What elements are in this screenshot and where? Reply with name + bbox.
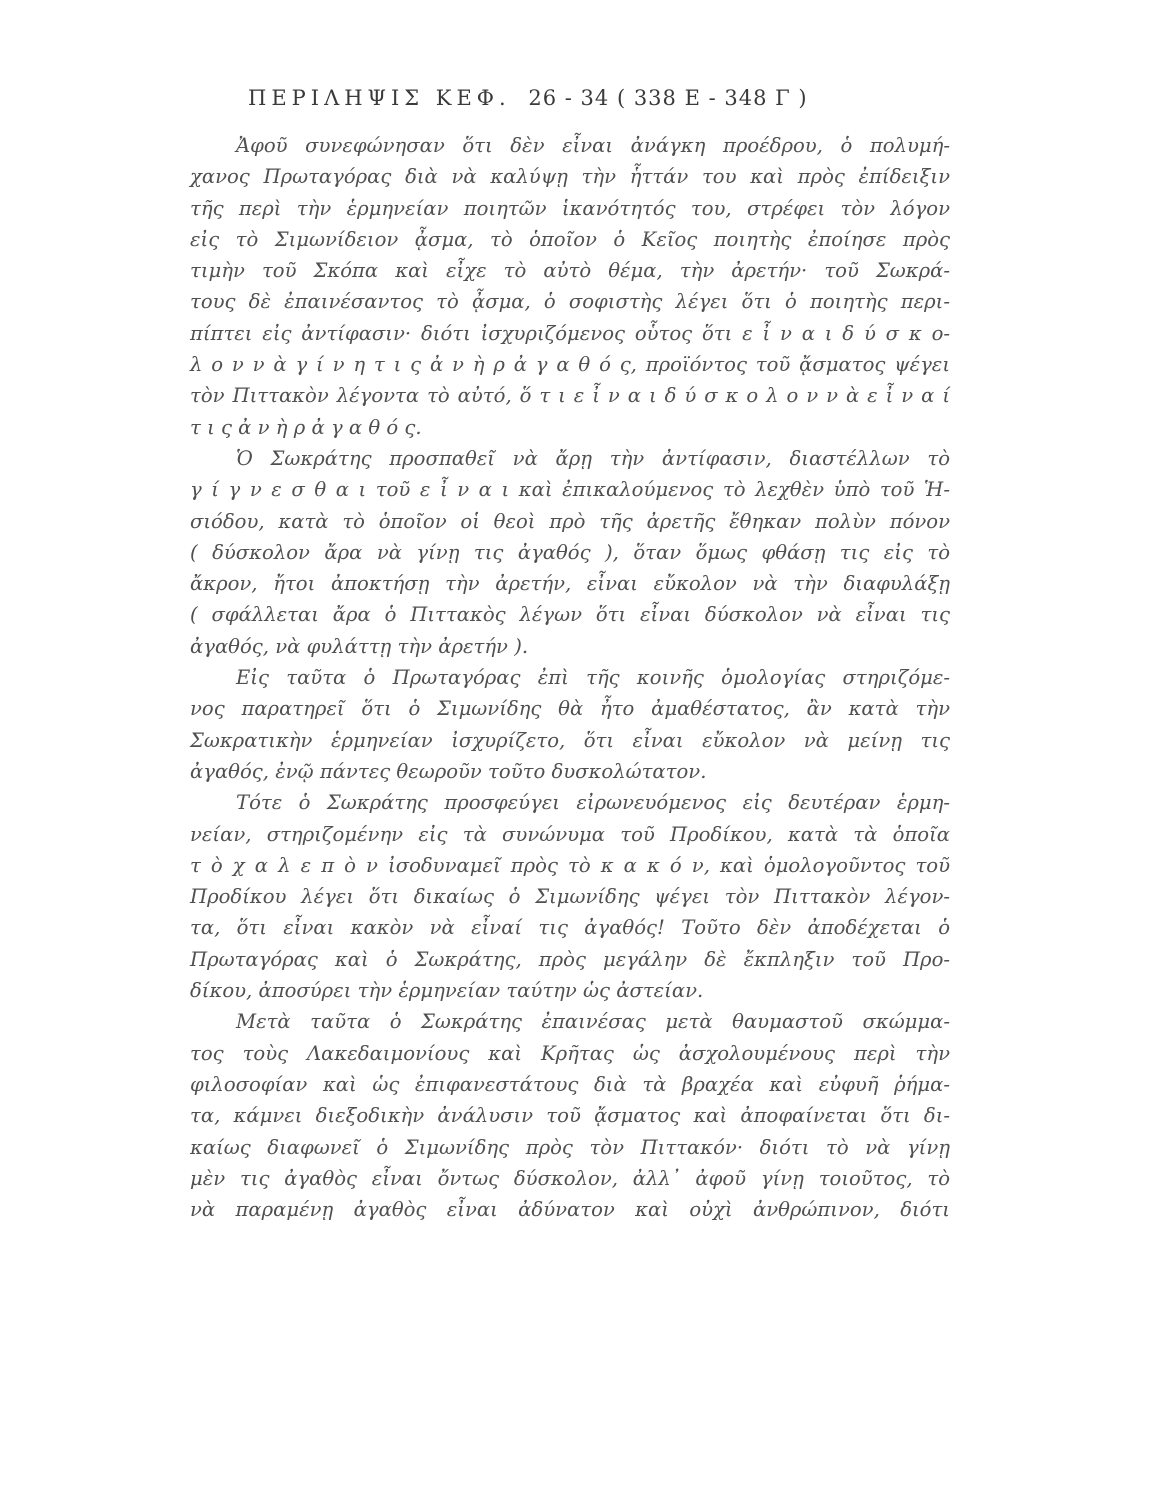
text-line: νείαν, στηριζομένην εἰς τὰ συνώνυμα τοῦ Προδίκου, κατὰ τὰ ὁποῖα	[190, 822, 950, 846]
summary-text	[190, 130, 950, 1225]
text-line: τα, ὅτι εἶναι κακὸν νὰ εἶναί τις ἀγαθός! Τοῦτο δὲν ἀποδέχεται ὁ	[190, 916, 950, 940]
text-line: τα, κάμνει διεξοδικὴν ἀνάλυσιν τοῦ ᾄσματος καὶ ἀποφαίνεται ὅτι δι-	[190, 1104, 950, 1128]
text-line: εἰς τὸ Σιμωνίδειον ᾆσμα, τὸ ὁποῖον ὁ Κεῖος ποιητὴς ἐποίησε πρὸς	[190, 227, 950, 251]
text-line: τῆς περὶ τὴν ἑρμηνείαν ποιητῶν ἱκανότητός του, στρέφει τὸν λόγον	[190, 196, 950, 220]
text-line: σιόδου, κατὰ τὸ ὁποῖον οἱ θεοὶ πρὸ τῆς ἀρετῆς ἔθηκαν πολὺν πόνον	[190, 509, 950, 533]
header-range: 26 - 34 ( 338 Ε - 348 Γ )	[528, 86, 808, 110]
text-line: τος τοὺς Λακεδαιμονίους καὶ Κρῆτας ὡς ἀσχολουμένους περὶ τὴν	[190, 1041, 950, 1065]
text-line: ἀγαθός, ἐνῷ πάντες θεωροῦν τοῦτο δυσκολώτατον.	[190, 759, 707, 783]
text-line: τὸν Πιττακὸν λέγοντα τὸ αὐτό, ὅ τ ι ε ἶ ν α ι δ ύ σ κ ο λ ο ν ν ὰ ε ἶ ν α ί	[190, 384, 950, 408]
text-line: φιλοσοφίαν καὶ ὡς ἐπιφανεστάτους διὰ τὰ βραχέα καὶ εὐφυῆ ῥήμα-	[190, 1072, 950, 1096]
text-line: τ ὸ χ α λ ε π ὸ ν ἰσοδυναμεῖ πρὸς τὸ κ α κ ό ν, καὶ ὁμολογοῦντος τοῦ	[190, 853, 950, 877]
text-line: ἄκρον, ἤτοι ἀποκτήσῃ τὴν ἀρετήν, εἶναι εὔκολον νὰ τὴν διαφυλάξῃ	[190, 572, 950, 596]
text-line: Σωκρατικὴν ἑρμηνείαν ἰσχυρίζετο, ὅτι εἶναι εὔκολον νὰ μείνῃ τις	[190, 728, 950, 752]
text-line: νὰ παραμένῃ ἀγαθὸς εἶναι ἀδύνατον καὶ οὐχὶ ἀνθρώπινον, διότι	[190, 1198, 950, 1222]
text-line: γ ί γ ν ε σ θ α ι τοῦ ε ἶ ν α ι καὶ ἐπικαλούμενος τὸ λεχθὲν ὑπὸ τοῦ Ἡ-	[190, 478, 950, 502]
text-line: Ἀφοῦ συνεφώνησαν ὅτι δὲν εἶναι ἀνάγκη προέδρου, ὁ πολυμή-	[236, 134, 950, 157]
text-line: δίκου, ἀποσύρει τὴν ἑρμηνείαν ταύτην ὡς ἀστείαν.	[190, 979, 704, 1003]
text-line: Εἰς ταῦτα ὁ Πρωταγόρας ἐπὶ τῆς κοινῆς ὁμολογίας στηριζόμε-	[236, 666, 950, 690]
text-line: τους δὲ ἐπαινέσαντος τὸ ᾆσμα, ὁ σοφιστὴς λέγει ὅτι ὁ ποιητὴς περι-	[190, 290, 950, 314]
text-line: Ὁ Σωκράτης προσπαθεῖ νὰ ἄρῃ τὴν ἀντίφασιν, διαστέλλων τὸ	[236, 446, 950, 470]
text-line: Μετὰ ταῦτα ὁ Σωκράτης ἐπαινέσας μετὰ θαυμαστοῦ σκώμμα-	[236, 1010, 950, 1034]
text-line: τ ι ς ἀ ν ὴ ρ ἀ γ α θ ό ς.	[190, 415, 422, 439]
text-line: τιμὴν τοῦ Σκόπα καὶ εἶχε τὸ αὐτὸ θέμα, τὴν ἀρετήν· τοῦ Σωκρά-	[190, 259, 950, 283]
text-line: Πρωταγόρας καὶ ὁ Σωκράτης, πρὸς μεγάλην δὲ ἔκπληξιν τοῦ Προ-	[190, 947, 950, 971]
text-line: ἀγαθός, νὰ φυλάττῃ τὴν ἀρετήν ).	[190, 634, 529, 658]
header-title: ΠΕΡΙΛΗΨΙΣ ΚΕΦ.	[248, 86, 511, 110]
text-line: μὲν τις ἀγαθὸς εἶναι ὄντως δύσκολον, ἀλλ᾽ ἀφοῦ γίνῃ τοιοῦτος, τὸ	[190, 1166, 950, 1190]
text-line: νος παρατηρεῖ ὅτι ὁ Σιμωνίδης θὰ ἦτο ἀμαθέστατος, ἂν κατὰ τὴν	[190, 697, 950, 721]
text-line: ( δύσκολον ἄρα νὰ γίνῃ τις ἀγαθός ), ὅταν ὅμως φθάσῃ τις εἰς τὸ	[190, 540, 950, 564]
text-line: καίως διαφωνεῖ ὁ Σιμωνίδης πρὸς τὸν Πιττακόν· διότι τὸ νὰ γίνῃ	[190, 1135, 950, 1159]
text-line: ( σφάλλεται ἄρα ὁ Πιττακὸς λέγων ὅτι εἶναι δύσκολον νὰ εἶναι τις	[190, 603, 950, 627]
text-line: Προδίκου λέγει ὅτι δικαίως ὁ Σιμωνίδης ψέγει τὸν Πιττακὸν λέγον-	[190, 885, 950, 909]
text-line: λ ο ν ν ὰ γ ί ν η τ ι ς ἀ ν ὴ ρ ἀ γ α θ ό ς, προϊόντος τοῦ ᾄσματος ψέγει	[190, 353, 950, 377]
text-line: χανος Πρωταγόρας διὰ νὰ καλύψῃ τὴν ἧττάν του καὶ πρὸς ἐπίδειξιν	[190, 165, 950, 189]
running-header	[248, 86, 948, 118]
text-line: Τότε ὁ Σωκράτης προσφεύγει εἰρωνευόμενος εἰς δευτέραν ἑρμη-	[236, 791, 950, 815]
text-line: πίπτει εἰς ἀντίφασιν· διότι ἰσχυριζόμενος οὗτος ὅτι ε ἶ ν α ι δ ύ σ κ ο-	[190, 321, 950, 345]
